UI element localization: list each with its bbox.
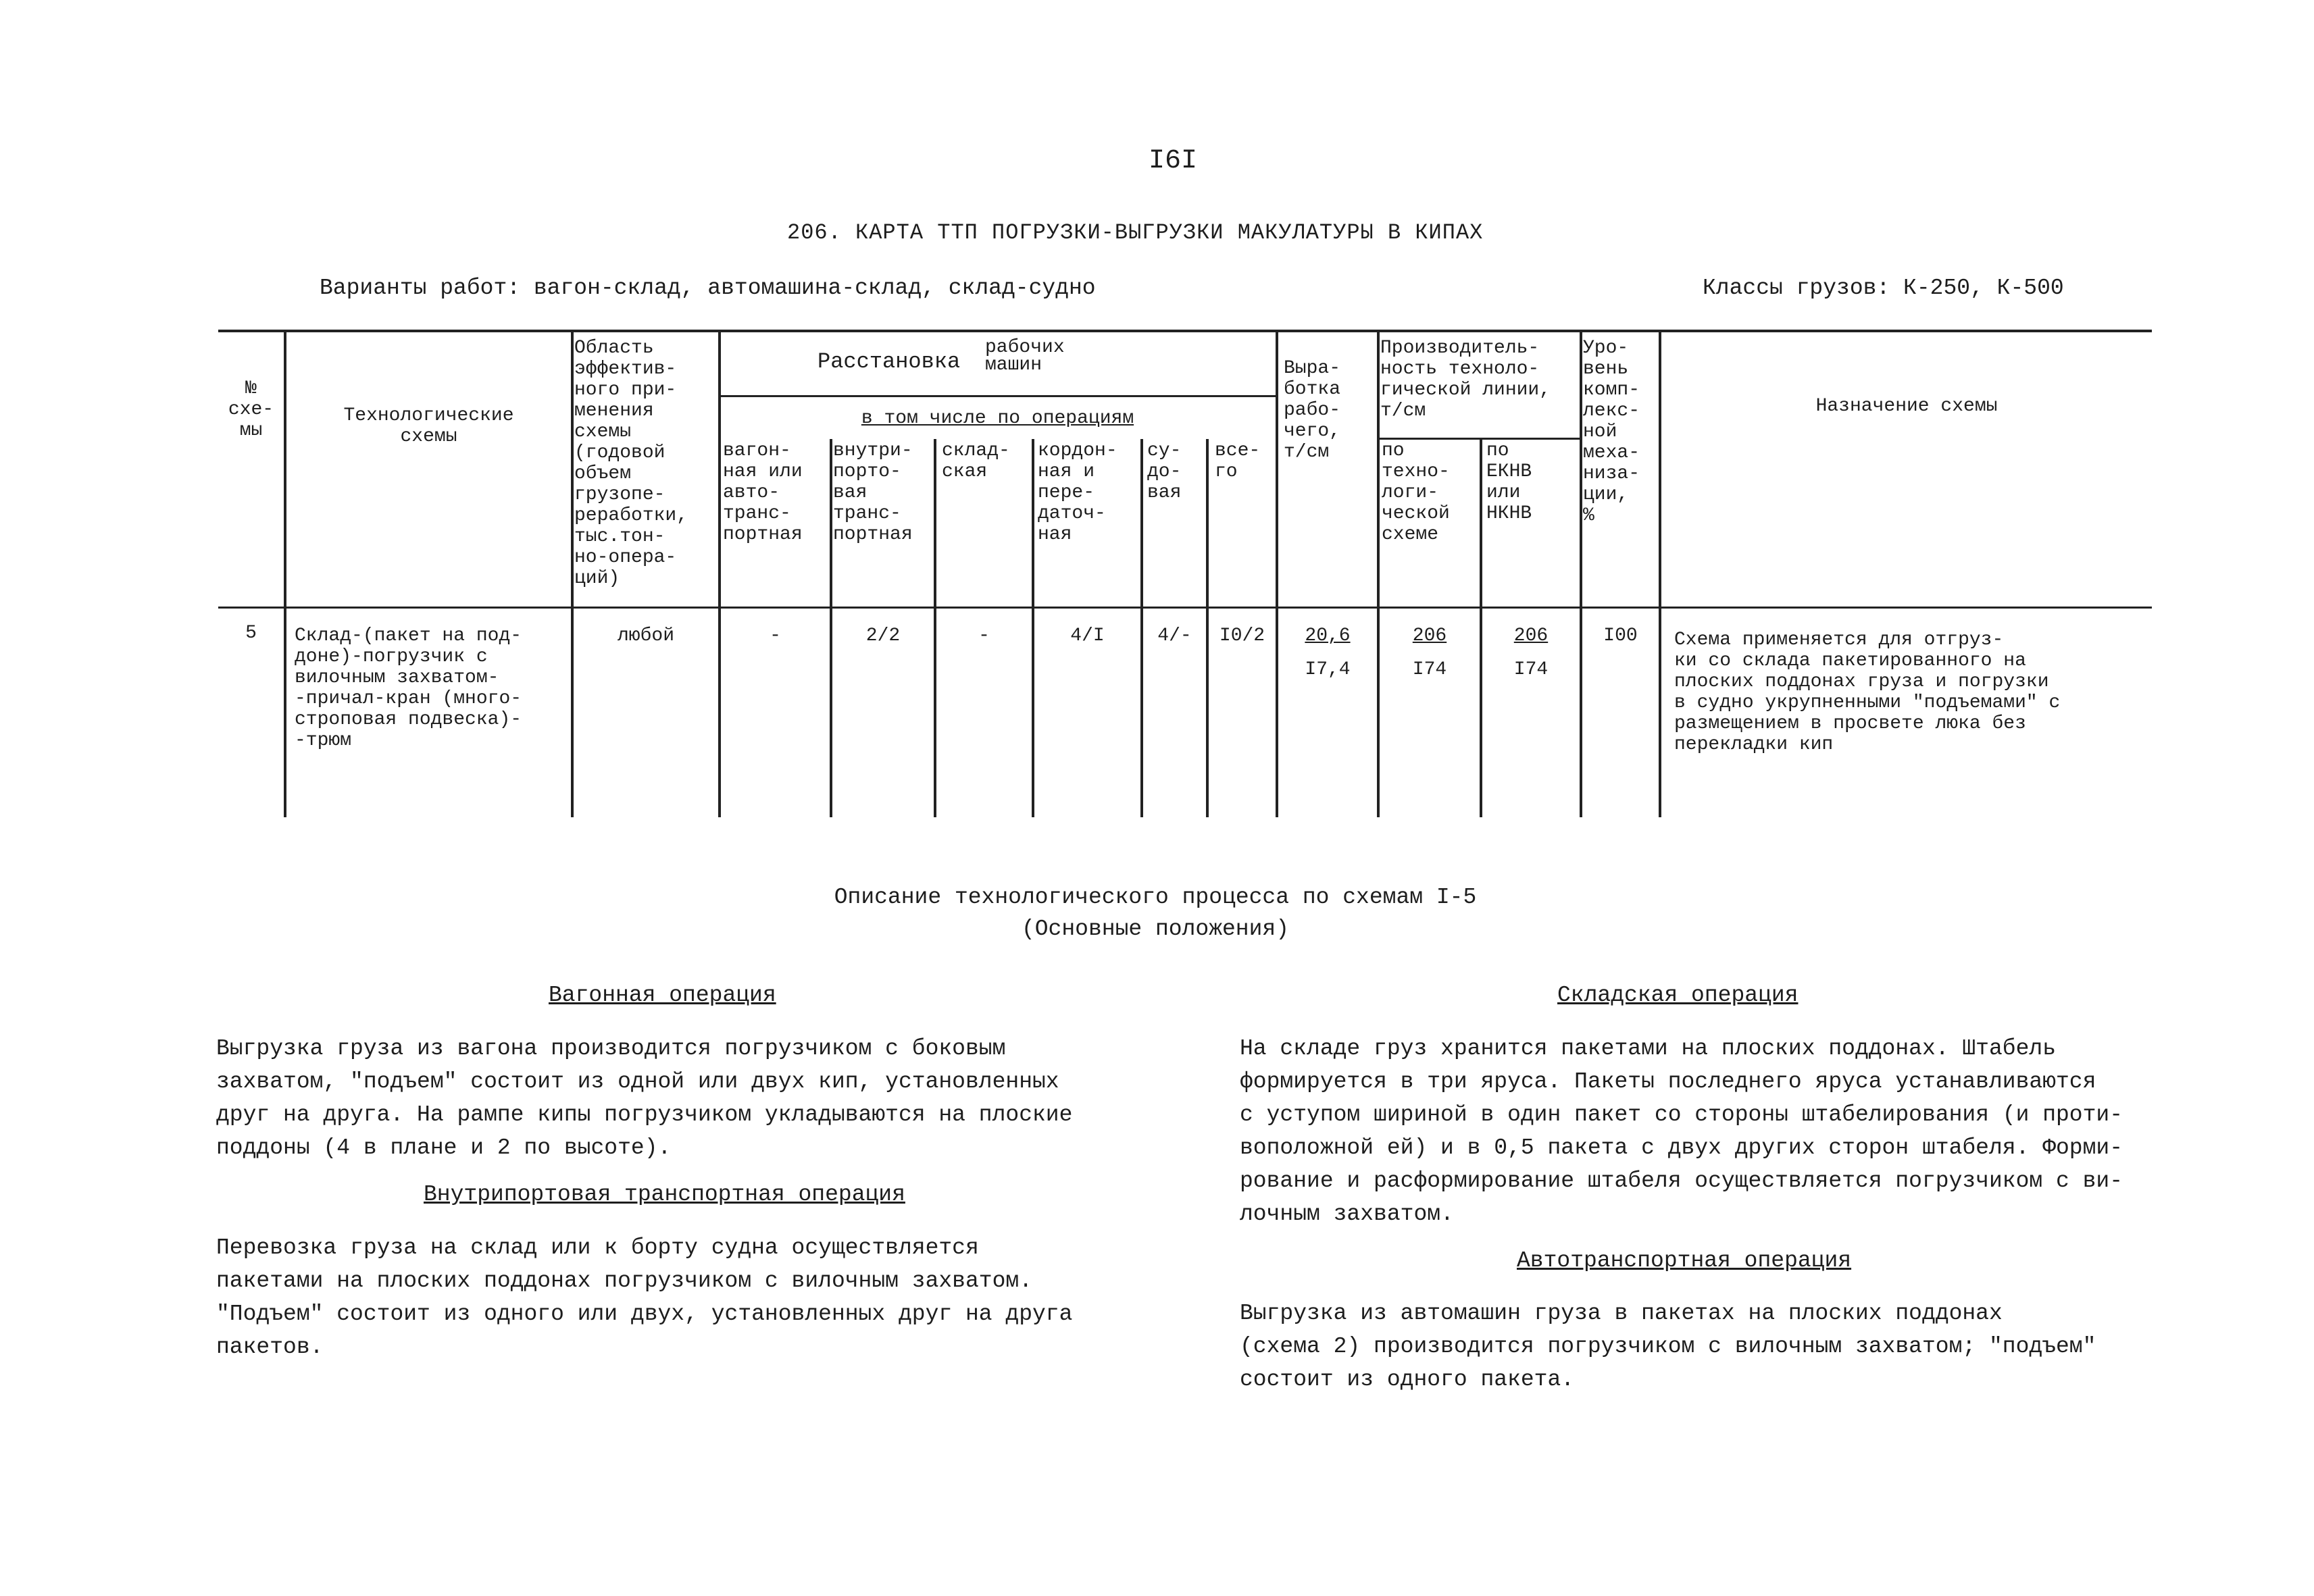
- section-auto-text: Выгрузка из автомашин груза в пакетах на плоских поддонах (схема 2) производится погрузчиком с вилочным захватом; "подъем" состоит из одного пакета.: [1240, 1301, 2096, 1392]
- header-wagon-op: вагон- ная или авто- транс- портная: [723, 440, 803, 545]
- header-prod-by-tech: по техно- логи- ческой схеме: [1382, 440, 1450, 545]
- header-cordon-op: кордон- ная и пере- даточ- ная: [1038, 440, 1117, 545]
- description-title: Описание технологического процесса по схемам I-5: [834, 885, 1477, 910]
- description-subtitle: (Основные положения): [1021, 917, 1290, 942]
- row-inport-op: 2/2: [865, 625, 901, 646]
- section-warehouse-text: На складе груз хранится пакетами на плоских поддонах. Штабель формируется в три яруса. Пакеты последнего яруса устанавливаются с уступом шириной в один пакет со стороны штабелирования (и проти- воположной ей) и в 0,5 пакета с двух других сторон штабеля. Форми- рование и расформирование штабеля осуществляется погрузчиком с ви- лочным захватом.: [1240, 1036, 2123, 1227]
- row-output-bottom: I7,4: [1305, 659, 1351, 680]
- work-variants: Варианты работ: вагон-склад, автомашина-склад, склад-судно: [320, 276, 1096, 301]
- document-title: 206. КАРТА ТТП ПОГРУЗКИ-ВЫГРУЗКИ МАКУЛАТУРЫ В КИПАХ: [787, 220, 1484, 245]
- row-mechanization-level: I00: [1603, 625, 1638, 646]
- section-inport-title: Внутрипортовая транспортная операция: [424, 1182, 905, 1207]
- header-placement-sub: рабочих машин: [985, 337, 1065, 376]
- header-warehouse-op: склад- ская: [942, 440, 1010, 482]
- header-output: Выра- ботка рабо- чего, т/см: [1284, 358, 1341, 463]
- row-prod-eknv-bottom: I74: [1513, 659, 1549, 680]
- header-mechanization-level: Уро- вень комп- лекс- ной меха- низа- ции, %: [1583, 338, 1640, 526]
- row-total: I0/2: [1219, 625, 1265, 646]
- page-number: I6I: [1149, 146, 1198, 176]
- cargo-classes: Классы грузов: К-250, К-500: [1703, 276, 2064, 301]
- table-vline: [1580, 330, 1582, 817]
- header-application-area: Область эффектив- ного при- менения схемы (годовой объем грузопе- реработки, тыс.тон- но-опера- ций): [574, 338, 688, 589]
- section-wagon-title: Вагонная операция: [549, 983, 776, 1008]
- row-tech-scheme: Склад-(пакет на под- доне)-погрузчик с вилочным захватом- -причал-кран (много- строповая подвеска)- -трюм: [295, 625, 522, 751]
- row-application-area: любой: [617, 625, 674, 646]
- section-inport-text: Перевозка груза на склад или к борту судна осуществляется пакетами на плоских поддонах погрузчиком с вилочным захватом. "Подъем" состоит из одного или двух, установленных друг на друга пакетов.: [216, 1235, 1073, 1360]
- header-placement: Расстановка: [818, 349, 961, 374]
- row-prod-tech-bottom: I74: [1412, 659, 1447, 680]
- row-cordon-op: 4/I: [1070, 625, 1105, 646]
- table-vline: [1377, 330, 1380, 817]
- row-prod-eknv-top: 206: [1513, 625, 1549, 646]
- row-purpose: Схема применяется для отгруз- ки со склада пакетированного на плоских поддонах груза и погрузки в судно укрупненными "подъемами" с размещением в просвете люка без перекладки кип: [1674, 629, 2061, 755]
- table-vline: [1276, 330, 1278, 817]
- table-top-border: [218, 330, 2152, 332]
- row-wagon-op: -: [770, 625, 781, 646]
- header-ship-op: су- до- вая: [1147, 440, 1182, 503]
- table-header-bottom: [218, 607, 2152, 609]
- header-prod-by-eknv: по ЕКНВ или НКНВ: [1486, 440, 1532, 524]
- table-vline: [284, 330, 286, 817]
- table-vline: [718, 330, 721, 817]
- header-by-operations: в том числе по операциям: [861, 408, 1134, 429]
- header-inport-op: внутри- порто- вая транс- портная: [833, 440, 913, 545]
- row-prod-tech-top: 206: [1412, 625, 1447, 646]
- section-wagon-text: Выгрузка груза из вагона производится погрузчиком с боковым захватом, "подъем" состоит из одной или двух кип, установленных друг на друга. На рампе кипы погрузчиком укладываются на плоские поддоны (4 в плане и 2 по высоте).: [216, 1036, 1073, 1160]
- header-total: все- го: [1215, 440, 1261, 482]
- header-tech-schemes: Технологические схемы: [343, 405, 514, 447]
- header-productivity: Производитель- ность техноло- гической линии, т/см: [1380, 338, 1551, 421]
- table-vline: [571, 330, 574, 817]
- section-warehouse-title: Складская операция: [1557, 983, 1799, 1008]
- header-purpose: Назначение схемы: [1815, 396, 1998, 417]
- table-ops-line: [720, 395, 1276, 397]
- row-scheme-number: 5: [245, 623, 257, 644]
- section-auto-title: Автотранспортная операция: [1517, 1248, 1852, 1273]
- row-ship-op: 4/-: [1157, 625, 1192, 646]
- header-scheme-number: № схе- мы: [228, 378, 274, 441]
- row-output-top: 20,6: [1305, 625, 1351, 646]
- row-warehouse-op: -: [978, 625, 990, 646]
